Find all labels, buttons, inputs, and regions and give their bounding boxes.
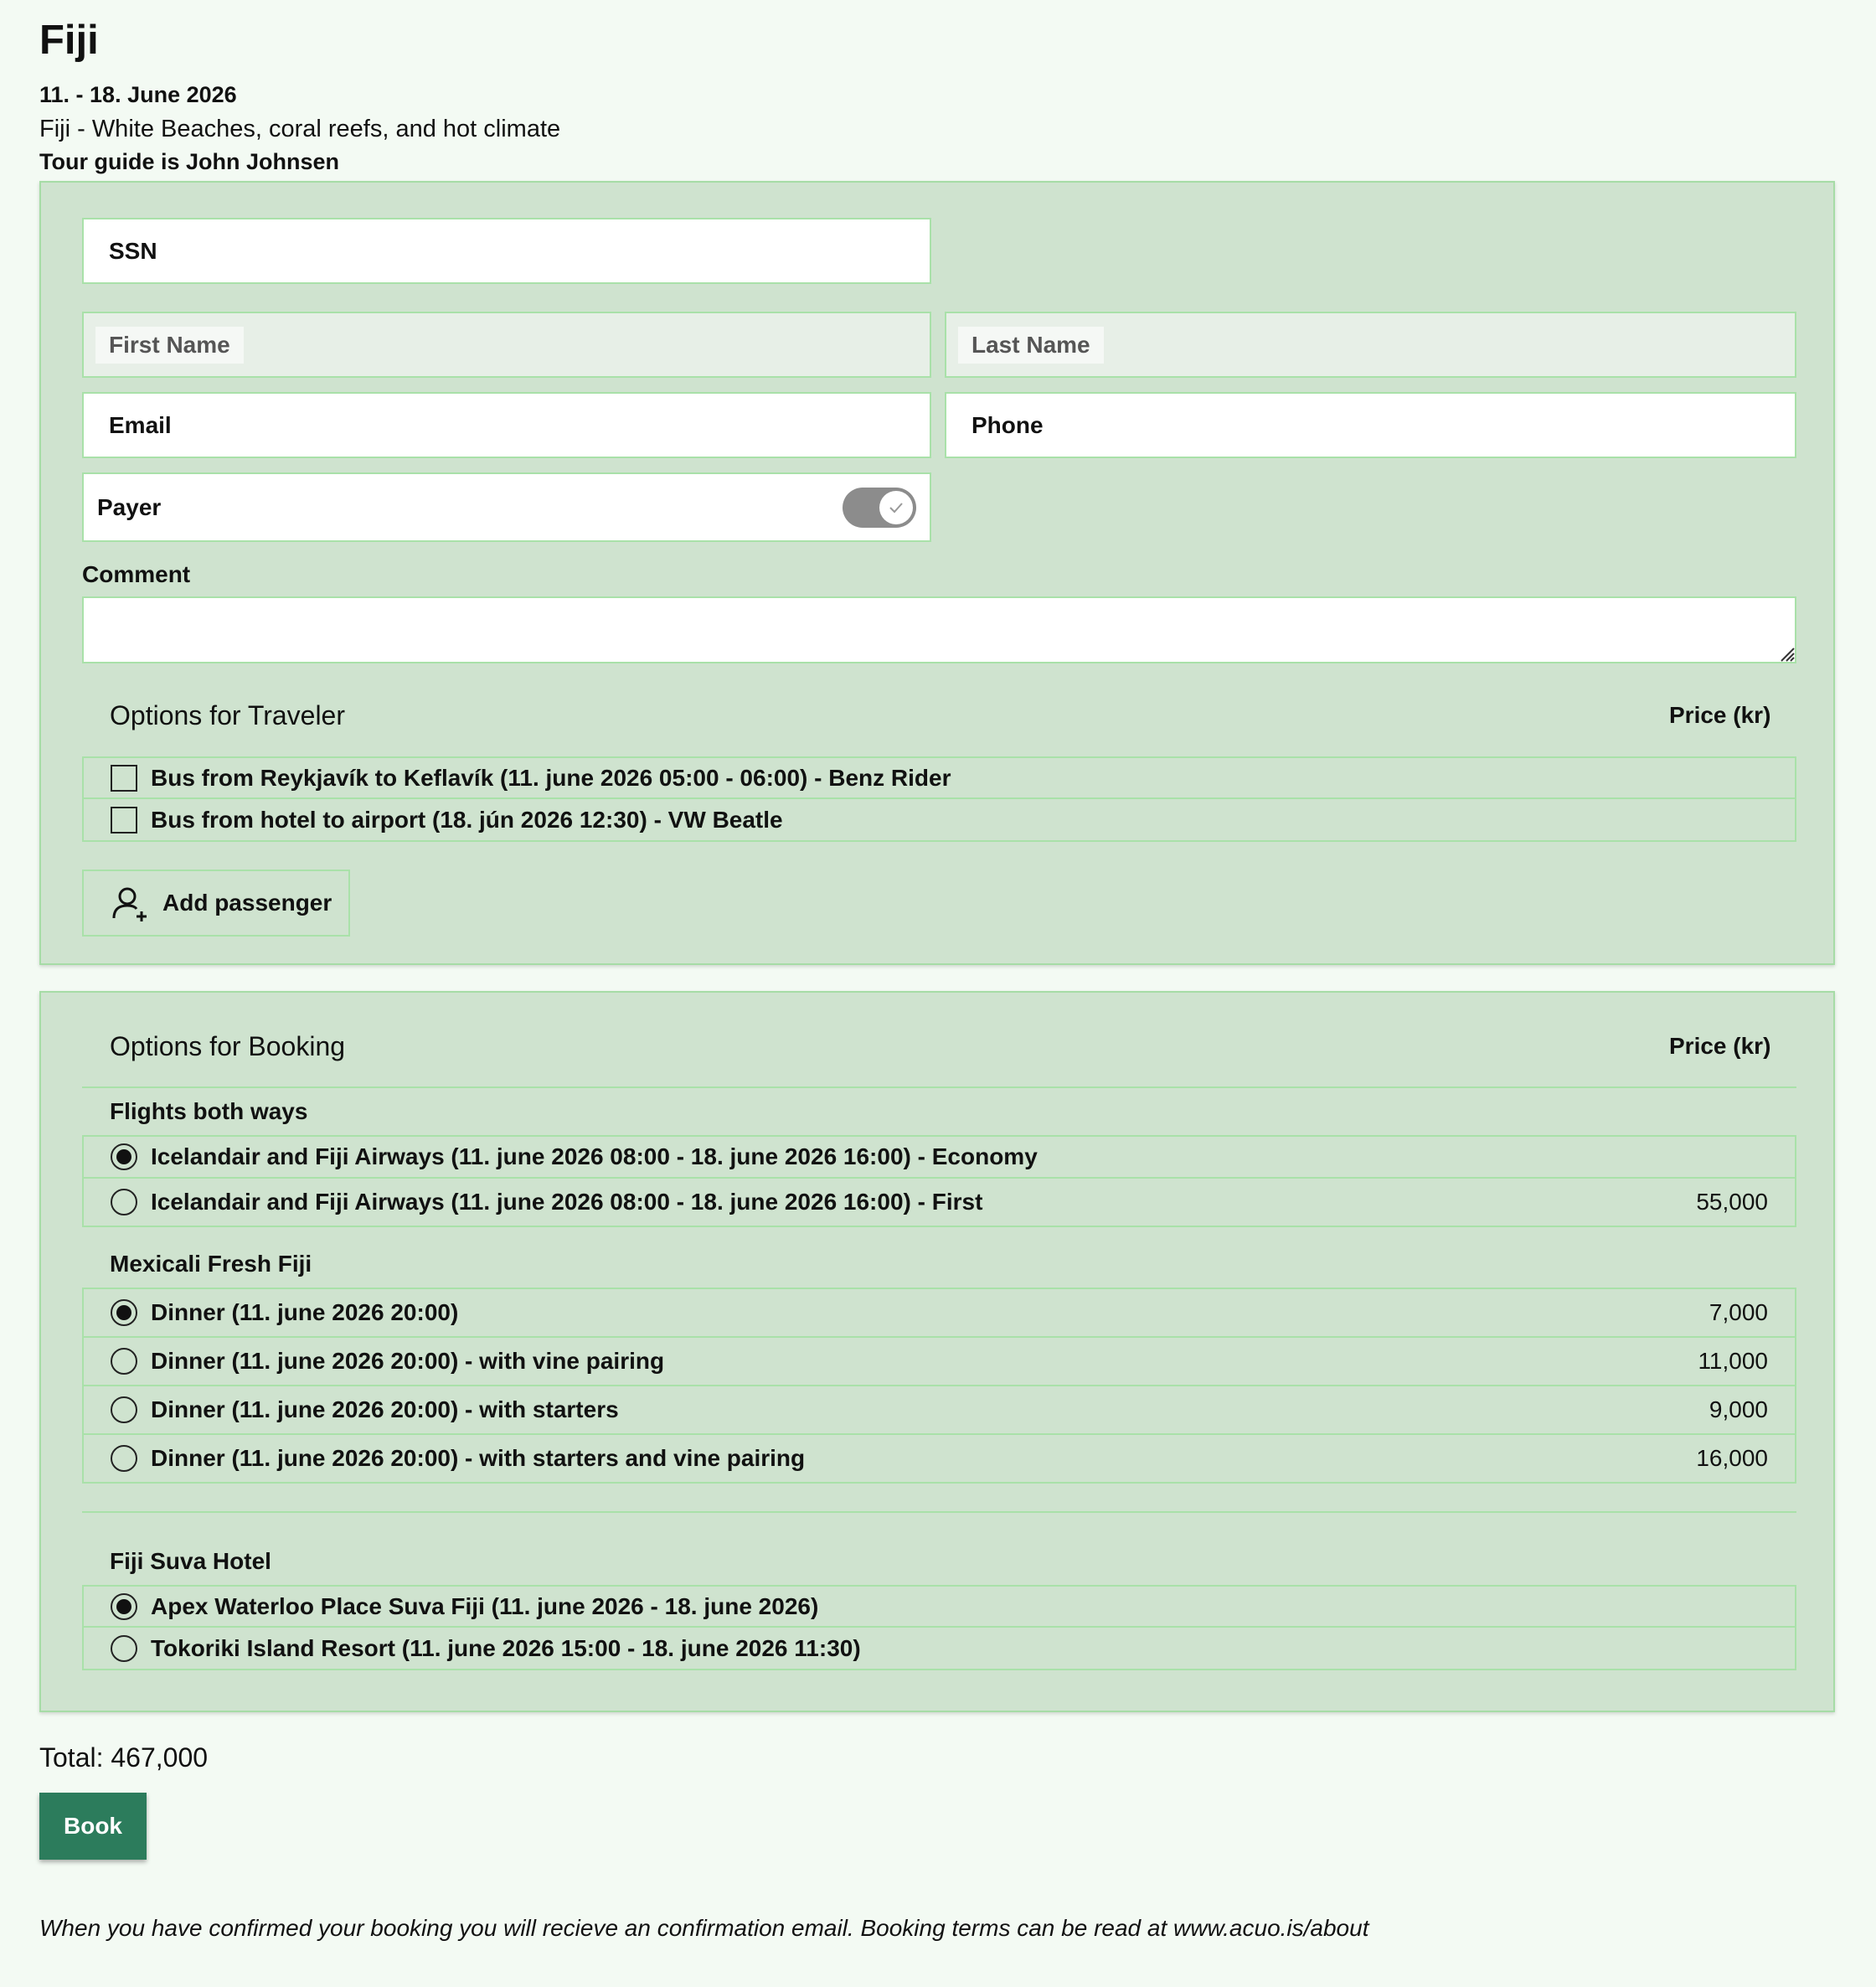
- dinner-option-label: Dinner (11. june 2026 20:00) - with starters: [151, 1396, 619, 1422]
- trip-header: [39, 15, 1835, 176]
- hotel-option-label: Tokoriki Island Resort (11. june 2026 15:00 - 18. june 2026 11:30): [151, 1634, 861, 1661]
- group-label-flights: Flights both ways: [110, 1098, 308, 1124]
- divider: [82, 1511, 1796, 1513]
- footer-note: When you have confirmed your booking you will recieve an confirmation email. Booking terms can be read at www.acuo.is/about: [39, 1915, 1369, 1941]
- traveler-option-checkbox[interactable]: [111, 807, 137, 834]
- dinner-option-price: 11,000: [1698, 1348, 1768, 1374]
- dinner-option-radio[interactable]: [111, 1445, 137, 1472]
- trip-dates: 11. - 18. June 2026: [39, 82, 237, 107]
- traveler-price-heading: Price (kr): [1669, 702, 1771, 728]
- flight-option-price: 55,000: [1696, 1189, 1768, 1215]
- dinner-option-price: 9,000: [1708, 1396, 1768, 1422]
- payer-toggle[interactable]: [843, 488, 916, 528]
- book-button[interactable]: Book: [39, 1793, 147, 1860]
- booking-panel: [39, 991, 1835, 1712]
- add-person-icon: [111, 883, 151, 923]
- group-label-hotel: Fiji Suva Hotel: [110, 1548, 271, 1574]
- total-price: Total: 467,000: [39, 1742, 209, 1773]
- dinner-options-list: [82, 1288, 1796, 1484]
- flight-option-radio[interactable]: [111, 1189, 137, 1215]
- resize-grip-icon[interactable]: [1778, 645, 1795, 662]
- flight-option-radio[interactable]: [111, 1143, 137, 1170]
- dinner-option-radio[interactable]: [111, 1299, 137, 1326]
- tour-guide: Tour guide is John Johnsen: [39, 149, 340, 174]
- email-placeholder: Email: [109, 411, 172, 438]
- hotel-option-radio[interactable]: [111, 1635, 137, 1662]
- trip-description: Fiji - White Beaches, coral reefs, and hot climate: [39, 116, 561, 142]
- booking-price-heading: Price (kr): [1669, 1033, 1771, 1059]
- last-name-label: Last Name: [958, 327, 1104, 364]
- dinner-option-label: Dinner (11. june 2026 20:00): [151, 1299, 459, 1325]
- phone-field[interactable]: [945, 392, 1796, 458]
- add-passenger-label: Add passenger: [162, 890, 332, 916]
- dinner-option-row[interactable]: [84, 1435, 1795, 1482]
- traveler-option-checkbox[interactable]: [111, 765, 137, 792]
- comment-textarea[interactable]: [82, 596, 1796, 663]
- traveler-option-label: Bus from Reykjavík to Keflavík (11. june 2026 05:00 - 06:00) - Benz Rider: [151, 764, 951, 791]
- traveler-options-list: [82, 756, 1796, 842]
- traveler-option-label: Bus from hotel to airport (18. jún 2026 12:30) - VW Beatle: [151, 806, 783, 833]
- dinner-option-price: 16,000: [1696, 1445, 1768, 1471]
- ssn-field[interactable]: [82, 218, 931, 284]
- check-icon: [879, 491, 913, 524]
- booking-options-heading: Options for Booking: [110, 1031, 346, 1061]
- hotel-option-label: Apex Waterloo Place Suva Fiji (11. june 2026 - 18. june 2026): [151, 1592, 819, 1619]
- dinner-option-label: Dinner (11. june 2026 20:00) - with vine pairing: [151, 1348, 665, 1374]
- first-name-field: [82, 312, 931, 378]
- traveler-options-heading: Options for Traveler: [110, 700, 345, 730]
- dinner-option-radio[interactable]: [111, 1348, 137, 1375]
- divider: [82, 1086, 1796, 1088]
- phone-placeholder: Phone: [972, 411, 1044, 438]
- flight-option-label: Icelandair and Fiji Airways (11. june 2026 08:00 - 18. june 2026 16:00) - Economy: [151, 1143, 1038, 1169]
- dinner-option-label: Dinner (11. june 2026 20:00) - with starters and vine pairing: [151, 1445, 806, 1471]
- dinner-option-radio[interactable]: [111, 1396, 137, 1423]
- hotel-options-list: [82, 1585, 1796, 1670]
- traveler-option-row[interactable]: [84, 758, 1795, 799]
- dinner-option-row[interactable]: [84, 1386, 1795, 1435]
- payer-field: [82, 472, 931, 542]
- flight-option-row[interactable]: [84, 1179, 1795, 1226]
- add-passenger-button[interactable]: [82, 870, 350, 937]
- traveler-option-row[interactable]: [84, 799, 1795, 840]
- first-name-label: First Name: [95, 327, 244, 364]
- flight-option-label: Icelandair and Fiji Airways (11. june 2026 08:00 - 18. june 2026 16:00) - First: [151, 1189, 983, 1215]
- hotel-option-radio[interactable]: [111, 1593, 137, 1620]
- comment-label: Comment: [82, 561, 191, 587]
- last-name-field: [945, 312, 1796, 378]
- flights-options-list: [82, 1135, 1796, 1227]
- dinner-option-row[interactable]: [84, 1338, 1795, 1386]
- traveler-panel: [39, 181, 1835, 965]
- hotel-option-row[interactable]: [84, 1628, 1795, 1669]
- group-label-dinner: Mexicali Fresh Fiji: [110, 1251, 312, 1277]
- flight-option-row[interactable]: [84, 1137, 1795, 1179]
- email-field[interactable]: [82, 392, 931, 458]
- dinner-option-row[interactable]: [84, 1289, 1795, 1338]
- payer-label: Payer: [97, 493, 162, 520]
- hotel-option-row[interactable]: [84, 1587, 1795, 1628]
- ssn-placeholder: SSN: [109, 237, 157, 264]
- page-title: Fiji: [39, 18, 99, 63]
- dinner-option-price: 7,000: [1708, 1299, 1768, 1325]
